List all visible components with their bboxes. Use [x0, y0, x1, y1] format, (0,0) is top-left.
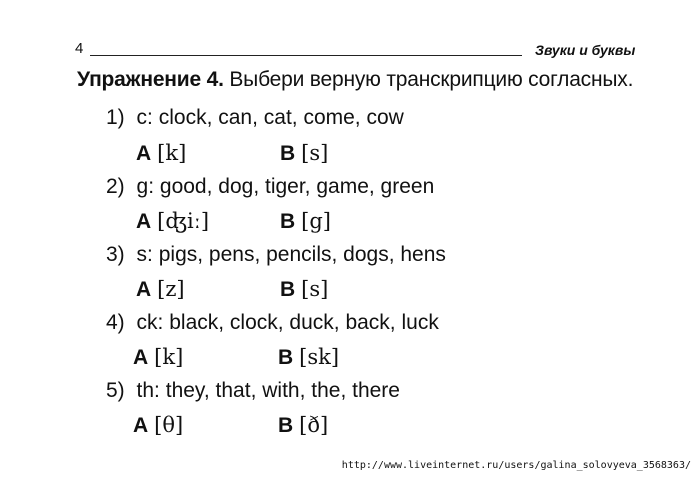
- question-letter: ck:: [136, 311, 164, 334]
- question-words: black, clock, duck, back, luck: [169, 311, 439, 334]
- question-number: 3): [106, 243, 125, 266]
- exercise-heading: [77, 68, 633, 92]
- option-transcription: [k]: [154, 345, 184, 369]
- option-letter: B: [278, 414, 294, 437]
- option-transcription: [z]: [157, 277, 185, 301]
- option-transcription: [θ]: [154, 413, 184, 437]
- question-number: 4): [106, 311, 125, 334]
- question-letter: s:: [136, 243, 153, 266]
- option-b[interactable]: [280, 141, 328, 166]
- option-a[interactable]: [133, 413, 183, 438]
- question-3: [106, 243, 446, 267]
- exercise-label: Упражнение 4.: [77, 68, 224, 91]
- option-b[interactable]: [280, 209, 331, 234]
- option-transcription: [ʤiː]: [157, 209, 210, 233]
- section-title: Звуки и буквы: [535, 42, 636, 58]
- exercise-instruction: Выбери верную транскрипцию согласных.: [229, 68, 634, 91]
- question-letter: g:: [136, 175, 155, 198]
- option-transcription: [k]: [157, 141, 187, 165]
- question-number: 2): [106, 175, 125, 198]
- option-b[interactable]: [278, 345, 339, 370]
- option-transcription: [s]: [301, 141, 329, 165]
- option-letter: B: [278, 346, 294, 369]
- question-5: [106, 379, 400, 403]
- option-b[interactable]: [278, 413, 328, 438]
- option-letter: A: [133, 346, 149, 369]
- question-1: [106, 106, 404, 130]
- source-url: http://www.liveinternet.ru/users/galina_solovyeva_3568363/: [341, 460, 691, 471]
- option-transcription: [g]: [301, 209, 332, 233]
- question-number: 5): [106, 379, 125, 402]
- question-2: [106, 175, 434, 199]
- question-words: pigs, pens, pencils, dogs, hens: [158, 243, 446, 266]
- option-transcription: [s]: [301, 277, 329, 301]
- question-letter: th:: [136, 379, 160, 402]
- page-number: 4: [75, 40, 84, 57]
- question-number: 1): [106, 106, 125, 129]
- question-words: they, that, with, the, there: [165, 379, 400, 402]
- option-a[interactable]: [136, 277, 185, 302]
- question-words: clock, can, cat, come, cow: [158, 106, 404, 129]
- option-letter: A: [136, 142, 152, 165]
- option-letter: A: [136, 210, 152, 233]
- option-a[interactable]: [136, 141, 186, 166]
- option-letter: A: [136, 278, 152, 301]
- option-transcription: [sk]: [299, 345, 340, 369]
- option-letter: B: [280, 278, 296, 301]
- question-words: good, dog, tiger, game, green: [159, 175, 435, 198]
- option-b[interactable]: [280, 277, 328, 302]
- option-letter: B: [280, 142, 296, 165]
- option-a[interactable]: [136, 209, 209, 234]
- option-letter: B: [280, 210, 296, 233]
- header-divider: [90, 55, 522, 56]
- option-transcription: [ð]: [299, 413, 329, 437]
- option-letter: A: [133, 414, 149, 437]
- question-letter: c:: [136, 106, 153, 129]
- option-a[interactable]: [133, 345, 183, 370]
- question-4: [106, 311, 439, 335]
